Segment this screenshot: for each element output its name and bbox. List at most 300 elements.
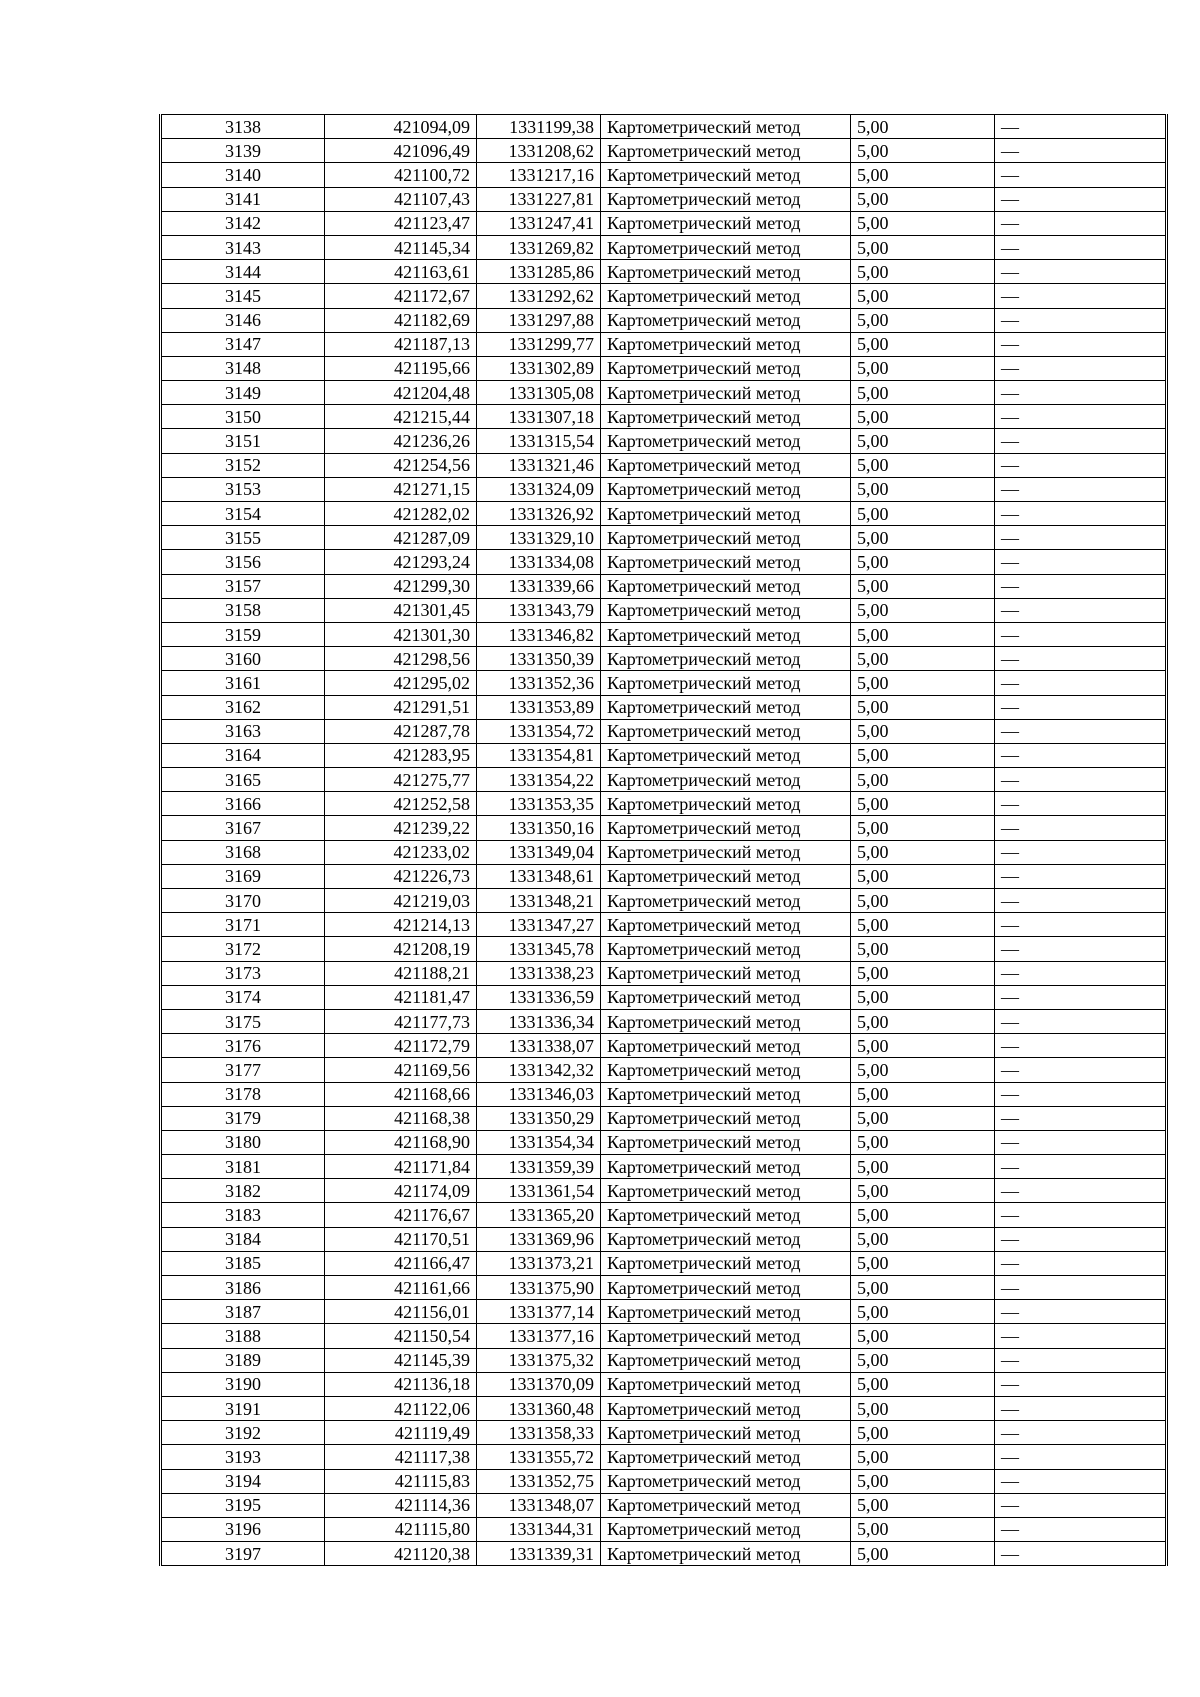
point-number-cell: 3152 xyxy=(161,453,325,477)
accuracy-cell: 5,00 xyxy=(851,429,995,453)
method-cell: Картометрический метод xyxy=(601,1106,851,1130)
method-cell: Картометрический метод xyxy=(601,792,851,816)
description-cell: — xyxy=(995,1493,1167,1517)
table-row xyxy=(161,139,1167,163)
x-coordinate-cell: 421174,09 xyxy=(325,1179,477,1203)
method-cell: Картометрический метод xyxy=(601,477,851,501)
point-number-cell: 3161 xyxy=(161,671,325,695)
y-coordinate-cell: 1331352,36 xyxy=(477,671,601,695)
description-cell: — xyxy=(995,792,1167,816)
description-cell: — xyxy=(995,1034,1167,1058)
accuracy-cell: 5,00 xyxy=(851,1469,995,1493)
method-cell: Картометрический метод xyxy=(601,356,851,380)
accuracy-cell: 5,00 xyxy=(851,187,995,211)
x-coordinate-cell: 421208,19 xyxy=(325,937,477,961)
description-cell: — xyxy=(995,961,1167,985)
description-cell: — xyxy=(995,743,1167,767)
method-cell: Картометрический метод xyxy=(601,1445,851,1469)
table-row xyxy=(161,792,1167,816)
point-number-cell: 3145 xyxy=(161,284,325,308)
y-coordinate-cell: 1331336,59 xyxy=(477,985,601,1009)
table-row xyxy=(161,502,1167,526)
description-cell: — xyxy=(995,115,1167,139)
accuracy-cell: 5,00 xyxy=(851,235,995,259)
accuracy-cell: 5,00 xyxy=(851,1517,995,1541)
table-row xyxy=(161,1445,1167,1469)
x-coordinate-cell: 421181,47 xyxy=(325,985,477,1009)
accuracy-cell: 5,00 xyxy=(851,840,995,864)
y-coordinate-cell: 1331336,34 xyxy=(477,1009,601,1033)
accuracy-cell: 5,00 xyxy=(851,284,995,308)
point-number-cell: 3173 xyxy=(161,961,325,985)
description-cell: — xyxy=(995,332,1167,356)
table-row xyxy=(161,743,1167,767)
y-coordinate-cell: 1331199,38 xyxy=(477,115,601,139)
point-number-cell: 3162 xyxy=(161,695,325,719)
table-row xyxy=(161,1106,1167,1130)
point-number-cell: 3195 xyxy=(161,1493,325,1517)
method-cell: Картометрический метод xyxy=(601,647,851,671)
point-number-cell: 3171 xyxy=(161,913,325,937)
description-cell: — xyxy=(995,1348,1167,1372)
accuracy-cell: 5,00 xyxy=(851,622,995,646)
accuracy-cell: 5,00 xyxy=(851,1203,995,1227)
accuracy-cell: 5,00 xyxy=(851,1276,995,1300)
table-row xyxy=(161,1034,1167,1058)
point-number-cell: 3147 xyxy=(161,332,325,356)
description-cell: — xyxy=(995,889,1167,913)
description-cell: — xyxy=(995,477,1167,501)
y-coordinate-cell: 1331373,21 xyxy=(477,1251,601,1275)
table-row xyxy=(161,840,1167,864)
x-coordinate-cell: 421188,21 xyxy=(325,961,477,985)
y-coordinate-cell: 1331350,39 xyxy=(477,647,601,671)
accuracy-cell: 5,00 xyxy=(851,1155,995,1179)
accuracy-cell: 5,00 xyxy=(851,1396,995,1420)
point-number-cell: 3176 xyxy=(161,1034,325,1058)
method-cell: Картометрический метод xyxy=(601,235,851,259)
x-coordinate-cell: 421295,02 xyxy=(325,671,477,695)
point-number-cell: 3154 xyxy=(161,502,325,526)
x-coordinate-cell: 421115,80 xyxy=(325,1517,477,1541)
x-coordinate-cell: 421219,03 xyxy=(325,889,477,913)
accuracy-cell: 5,00 xyxy=(851,1324,995,1348)
description-cell: — xyxy=(995,453,1167,477)
method-cell: Картометрический метод xyxy=(601,1009,851,1033)
method-cell: Картометрический метод xyxy=(601,139,851,163)
description-cell: — xyxy=(995,1179,1167,1203)
y-coordinate-cell: 1331247,41 xyxy=(477,211,601,235)
y-coordinate-cell: 1331358,33 xyxy=(477,1421,601,1445)
point-number-cell: 3142 xyxy=(161,211,325,235)
method-cell: Картометрический метод xyxy=(601,453,851,477)
point-number-cell: 3139 xyxy=(161,139,325,163)
accuracy-cell: 5,00 xyxy=(851,356,995,380)
point-number-cell: 3187 xyxy=(161,1300,325,1324)
table-row xyxy=(161,961,1167,985)
x-coordinate-cell: 421100,72 xyxy=(325,163,477,187)
method-cell: Картометрический метод xyxy=(601,211,851,235)
y-coordinate-cell: 1331375,32 xyxy=(477,1348,601,1372)
method-cell: Картометрический метод xyxy=(601,961,851,985)
point-number-cell: 3164 xyxy=(161,743,325,767)
table-row xyxy=(161,1082,1167,1106)
table-row xyxy=(161,913,1167,937)
accuracy-cell: 5,00 xyxy=(851,1009,995,1033)
point-number-cell: 3194 xyxy=(161,1469,325,1493)
method-cell: Картометрический метод xyxy=(601,1372,851,1396)
accuracy-cell: 5,00 xyxy=(851,115,995,139)
point-number-cell: 3191 xyxy=(161,1396,325,1420)
table-row xyxy=(161,163,1167,187)
description-cell: — xyxy=(995,187,1167,211)
coordinates-table xyxy=(159,114,1168,1566)
table-row xyxy=(161,985,1167,1009)
x-coordinate-cell: 421233,02 xyxy=(325,840,477,864)
accuracy-cell: 5,00 xyxy=(851,332,995,356)
point-number-cell: 3138 xyxy=(161,115,325,139)
description-cell: — xyxy=(995,937,1167,961)
method-cell: Картометрический метод xyxy=(601,308,851,332)
y-coordinate-cell: 1331338,07 xyxy=(477,1034,601,1058)
y-coordinate-cell: 1331370,09 xyxy=(477,1372,601,1396)
accuracy-cell: 5,00 xyxy=(851,1421,995,1445)
method-cell: Картометрический метод xyxy=(601,889,851,913)
table-row xyxy=(161,332,1167,356)
x-coordinate-cell: 421120,38 xyxy=(325,1542,477,1566)
y-coordinate-cell: 1331292,62 xyxy=(477,284,601,308)
method-cell: Картометрический метод xyxy=(601,985,851,1009)
description-cell: — xyxy=(995,1155,1167,1179)
method-cell: Картометрический метод xyxy=(601,671,851,695)
point-number-cell: 3165 xyxy=(161,768,325,792)
table-row xyxy=(161,622,1167,646)
method-cell: Картометрический метод xyxy=(601,187,851,211)
accuracy-cell: 5,00 xyxy=(851,477,995,501)
y-coordinate-cell: 1331354,22 xyxy=(477,768,601,792)
method-cell: Картометрический метод xyxy=(601,332,851,356)
y-coordinate-cell: 1331359,39 xyxy=(477,1155,601,1179)
method-cell: Картометрический метод xyxy=(601,1203,851,1227)
accuracy-cell: 5,00 xyxy=(851,1058,995,1082)
table-row xyxy=(161,1300,1167,1324)
method-cell: Картометрический метод xyxy=(601,622,851,646)
table-row xyxy=(161,889,1167,913)
method-cell: Картометрический метод xyxy=(601,115,851,139)
method-cell: Картометрический метод xyxy=(601,913,851,937)
x-coordinate-cell: 421215,44 xyxy=(325,405,477,429)
x-coordinate-cell: 421282,02 xyxy=(325,502,477,526)
description-cell: — xyxy=(995,1300,1167,1324)
accuracy-cell: 5,00 xyxy=(851,381,995,405)
description-cell: — xyxy=(995,139,1167,163)
x-coordinate-cell: 421115,83 xyxy=(325,1469,477,1493)
description-cell: — xyxy=(995,671,1167,695)
x-coordinate-cell: 421214,13 xyxy=(325,913,477,937)
y-coordinate-cell: 1331348,07 xyxy=(477,1493,601,1517)
description-cell: — xyxy=(995,768,1167,792)
description-cell: — xyxy=(995,1469,1167,1493)
y-coordinate-cell: 1331208,62 xyxy=(477,139,601,163)
accuracy-cell: 5,00 xyxy=(851,1179,995,1203)
y-coordinate-cell: 1331342,32 xyxy=(477,1058,601,1082)
description-cell: — xyxy=(995,308,1167,332)
point-number-cell: 3143 xyxy=(161,235,325,259)
x-coordinate-cell: 421176,67 xyxy=(325,1203,477,1227)
y-coordinate-cell: 1331375,90 xyxy=(477,1276,601,1300)
table-row xyxy=(161,1348,1167,1372)
method-cell: Картометрический метод xyxy=(601,381,851,405)
point-number-cell: 3182 xyxy=(161,1179,325,1203)
description-cell: — xyxy=(995,1372,1167,1396)
description-cell: — xyxy=(995,1276,1167,1300)
method-cell: Картометрический метод xyxy=(601,1179,851,1203)
description-cell: — xyxy=(995,574,1167,598)
y-coordinate-cell: 1331345,78 xyxy=(477,937,601,961)
method-cell: Картометрический метод xyxy=(601,260,851,284)
accuracy-cell: 5,00 xyxy=(851,405,995,429)
y-coordinate-cell: 1331348,61 xyxy=(477,864,601,888)
x-coordinate-cell: 421161,66 xyxy=(325,1276,477,1300)
description-cell: — xyxy=(995,1106,1167,1130)
x-coordinate-cell: 421170,51 xyxy=(325,1227,477,1251)
y-coordinate-cell: 1331377,14 xyxy=(477,1300,601,1324)
table-row xyxy=(161,1324,1167,1348)
accuracy-cell: 5,00 xyxy=(851,913,995,937)
accuracy-cell: 5,00 xyxy=(851,961,995,985)
x-coordinate-cell: 421287,09 xyxy=(325,526,477,550)
y-coordinate-cell: 1331302,89 xyxy=(477,356,601,380)
table-row xyxy=(161,864,1167,888)
method-cell: Картометрический метод xyxy=(601,1155,851,1179)
method-cell: Картометрический метод xyxy=(601,816,851,840)
x-coordinate-cell: 421150,54 xyxy=(325,1324,477,1348)
description-cell: — xyxy=(995,284,1167,308)
accuracy-cell: 5,00 xyxy=(851,1130,995,1154)
table-row xyxy=(161,453,1167,477)
description-cell: — xyxy=(995,235,1167,259)
x-coordinate-cell: 421252,58 xyxy=(325,792,477,816)
x-coordinate-cell: 421168,38 xyxy=(325,1106,477,1130)
x-coordinate-cell: 421096,49 xyxy=(325,139,477,163)
x-coordinate-cell: 421236,26 xyxy=(325,429,477,453)
table-row xyxy=(161,308,1167,332)
method-cell: Картометрический метод xyxy=(601,1469,851,1493)
point-number-cell: 3183 xyxy=(161,1203,325,1227)
accuracy-cell: 5,00 xyxy=(851,308,995,332)
point-number-cell: 3178 xyxy=(161,1082,325,1106)
table-row xyxy=(161,284,1167,308)
accuracy-cell: 5,00 xyxy=(851,1106,995,1130)
point-number-cell: 3174 xyxy=(161,985,325,1009)
y-coordinate-cell: 1331354,81 xyxy=(477,743,601,767)
point-number-cell: 3170 xyxy=(161,889,325,913)
table-row xyxy=(161,1469,1167,1493)
y-coordinate-cell: 1331297,88 xyxy=(477,308,601,332)
method-cell: Картометрический метод xyxy=(601,937,851,961)
point-number-cell: 3172 xyxy=(161,937,325,961)
method-cell: Картометрический метод xyxy=(601,1348,851,1372)
table-row xyxy=(161,1179,1167,1203)
method-cell: Картометрический метод xyxy=(601,743,851,767)
x-coordinate-cell: 421122,06 xyxy=(325,1396,477,1420)
description-cell: — xyxy=(995,913,1167,937)
table-row xyxy=(161,429,1167,453)
y-coordinate-cell: 1331334,08 xyxy=(477,550,601,574)
description-cell: — xyxy=(995,1251,1167,1275)
description-cell: — xyxy=(995,211,1167,235)
y-coordinate-cell: 1331343,79 xyxy=(477,598,601,622)
x-coordinate-cell: 421169,56 xyxy=(325,1058,477,1082)
y-coordinate-cell: 1331347,27 xyxy=(477,913,601,937)
x-coordinate-cell: 421204,48 xyxy=(325,381,477,405)
y-coordinate-cell: 1331346,03 xyxy=(477,1082,601,1106)
y-coordinate-cell: 1331269,82 xyxy=(477,235,601,259)
method-cell: Картометрический метод xyxy=(601,840,851,864)
y-coordinate-cell: 1331227,81 xyxy=(477,187,601,211)
description-cell: — xyxy=(995,1082,1167,1106)
method-cell: Картометрический метод xyxy=(601,550,851,574)
table-row xyxy=(161,647,1167,671)
point-number-cell: 3151 xyxy=(161,429,325,453)
x-coordinate-cell: 421107,43 xyxy=(325,187,477,211)
table-row xyxy=(161,768,1167,792)
accuracy-cell: 5,00 xyxy=(851,526,995,550)
table-row xyxy=(161,260,1167,284)
description-cell: — xyxy=(995,1227,1167,1251)
description-cell: — xyxy=(995,622,1167,646)
table-row xyxy=(161,187,1167,211)
x-coordinate-cell: 421168,90 xyxy=(325,1130,477,1154)
y-coordinate-cell: 1331217,16 xyxy=(477,163,601,187)
table-row xyxy=(161,1203,1167,1227)
method-cell: Картометрический метод xyxy=(601,695,851,719)
method-cell: Картометрический метод xyxy=(601,163,851,187)
x-coordinate-cell: 421156,01 xyxy=(325,1300,477,1324)
point-number-cell: 3169 xyxy=(161,864,325,888)
y-coordinate-cell: 1331377,16 xyxy=(477,1324,601,1348)
y-coordinate-cell: 1331346,82 xyxy=(477,622,601,646)
table-row xyxy=(161,381,1167,405)
method-cell: Картометрический метод xyxy=(601,429,851,453)
accuracy-cell: 5,00 xyxy=(851,864,995,888)
table-body xyxy=(161,115,1167,1566)
point-number-cell: 3168 xyxy=(161,840,325,864)
x-coordinate-cell: 421275,77 xyxy=(325,768,477,792)
x-coordinate-cell: 421254,56 xyxy=(325,453,477,477)
table-row xyxy=(161,1276,1167,1300)
description-cell: — xyxy=(995,1445,1167,1469)
point-number-cell: 3157 xyxy=(161,574,325,598)
x-coordinate-cell: 421283,95 xyxy=(325,743,477,767)
table-row xyxy=(161,356,1167,380)
point-number-cell: 3185 xyxy=(161,1251,325,1275)
accuracy-cell: 5,00 xyxy=(851,1227,995,1251)
point-number-cell: 3149 xyxy=(161,381,325,405)
y-coordinate-cell: 1331326,92 xyxy=(477,502,601,526)
y-coordinate-cell: 1331329,10 xyxy=(477,526,601,550)
method-cell: Картометрический метод xyxy=(601,768,851,792)
accuracy-cell: 5,00 xyxy=(851,695,995,719)
y-coordinate-cell: 1331349,04 xyxy=(477,840,601,864)
x-coordinate-cell: 421094,09 xyxy=(325,115,477,139)
point-number-cell: 3158 xyxy=(161,598,325,622)
point-number-cell: 3197 xyxy=(161,1542,325,1566)
y-coordinate-cell: 1331354,34 xyxy=(477,1130,601,1154)
accuracy-cell: 5,00 xyxy=(851,502,995,526)
x-coordinate-cell: 421114,36 xyxy=(325,1493,477,1517)
table-row xyxy=(161,1372,1167,1396)
table-row xyxy=(161,816,1167,840)
accuracy-cell: 5,00 xyxy=(851,260,995,284)
accuracy-cell: 5,00 xyxy=(851,792,995,816)
y-coordinate-cell: 1331369,96 xyxy=(477,1227,601,1251)
description-cell: — xyxy=(995,985,1167,1009)
method-cell: Картометрический метод xyxy=(601,1130,851,1154)
table-row xyxy=(161,937,1167,961)
description-cell: — xyxy=(995,429,1167,453)
method-cell: Картометрический метод xyxy=(601,1227,851,1251)
description-cell: — xyxy=(995,695,1167,719)
x-coordinate-cell: 421301,30 xyxy=(325,622,477,646)
point-number-cell: 3181 xyxy=(161,1155,325,1179)
accuracy-cell: 5,00 xyxy=(851,1034,995,1058)
point-number-cell: 3166 xyxy=(161,792,325,816)
point-number-cell: 3184 xyxy=(161,1227,325,1251)
description-cell: — xyxy=(995,405,1167,429)
table-row xyxy=(161,574,1167,598)
y-coordinate-cell: 1331305,08 xyxy=(477,381,601,405)
accuracy-cell: 5,00 xyxy=(851,1493,995,1517)
description-cell: — xyxy=(995,356,1167,380)
table-row xyxy=(161,550,1167,574)
method-cell: Картометрический метод xyxy=(601,1517,851,1541)
x-coordinate-cell: 421123,47 xyxy=(325,211,477,235)
accuracy-cell: 5,00 xyxy=(851,1251,995,1275)
description-cell: — xyxy=(995,550,1167,574)
accuracy-cell: 5,00 xyxy=(851,550,995,574)
x-coordinate-cell: 421195,66 xyxy=(325,356,477,380)
point-number-cell: 3155 xyxy=(161,526,325,550)
point-number-cell: 3144 xyxy=(161,260,325,284)
table-row xyxy=(161,477,1167,501)
description-cell: — xyxy=(995,1130,1167,1154)
y-coordinate-cell: 1331348,21 xyxy=(477,889,601,913)
method-cell: Картометрический метод xyxy=(601,1324,851,1348)
y-coordinate-cell: 1331315,54 xyxy=(477,429,601,453)
table-row xyxy=(161,526,1167,550)
accuracy-cell: 5,00 xyxy=(851,743,995,767)
point-number-cell: 3141 xyxy=(161,187,325,211)
y-coordinate-cell: 1331307,18 xyxy=(477,405,601,429)
method-cell: Картометрический метод xyxy=(601,598,851,622)
method-cell: Картометрический метод xyxy=(601,526,851,550)
accuracy-cell: 5,00 xyxy=(851,985,995,1009)
point-number-cell: 3189 xyxy=(161,1348,325,1372)
description-cell: — xyxy=(995,840,1167,864)
table-row xyxy=(161,1421,1167,1445)
method-cell: Картометрический метод xyxy=(601,1300,851,1324)
accuracy-cell: 5,00 xyxy=(851,598,995,622)
y-coordinate-cell: 1331299,77 xyxy=(477,332,601,356)
method-cell: Картометрический метод xyxy=(601,1082,851,1106)
table-row xyxy=(161,719,1167,743)
method-cell: Картометрический метод xyxy=(601,1058,851,1082)
x-coordinate-cell: 421163,61 xyxy=(325,260,477,284)
table-row xyxy=(161,1517,1167,1541)
method-cell: Картометрический метод xyxy=(601,405,851,429)
table-row xyxy=(161,671,1167,695)
